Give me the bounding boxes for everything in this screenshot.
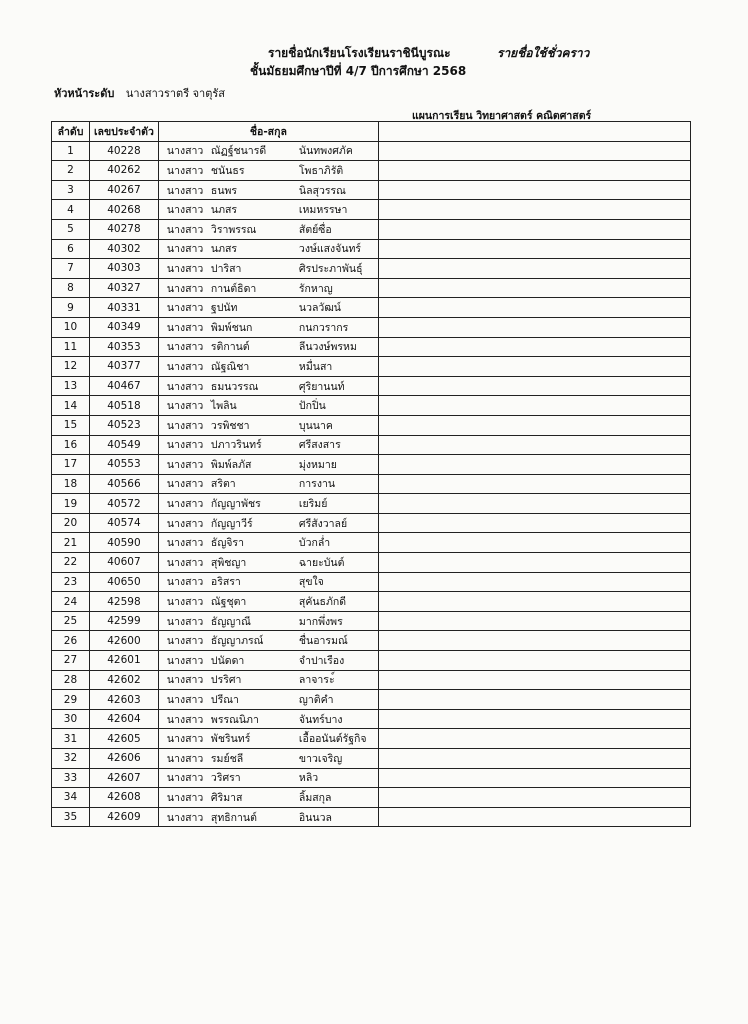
blank-cell [378,709,690,729]
name-prefix: นางสาว [166,517,204,530]
last-name: ศิรประภาพันธุ์ [298,262,363,275]
student-id: 42598 [89,592,158,612]
table-row [52,611,691,631]
last-name: หมื่นสา [298,360,333,373]
first-name: นภสร [210,204,238,217]
first-name: ปาริสา [210,262,242,275]
row-number: 31 [52,729,90,749]
last-name: ลีนวงษ์พรหม [298,341,357,354]
student-id: 40278 [89,219,158,239]
student-name [158,729,378,749]
name-prefix: นางสาว [166,654,204,667]
table-row [52,141,691,161]
blank-cell [378,357,690,377]
table-row [52,513,691,533]
blank-cell [378,474,690,494]
first-name: วรพิชชา [210,419,250,432]
table-row [52,631,691,651]
blank-cell [378,553,690,573]
table-row [52,749,691,769]
first-name: พรรณนิภา [210,713,259,726]
student-name [158,513,378,533]
last-name: ปักปิ่น [298,400,326,413]
name-prefix: นางสาว [166,184,204,197]
row-number: 7 [52,259,90,279]
blank-cell [378,788,690,808]
blank-cell [378,611,690,631]
last-name: โพธาภิรัติ [298,164,344,177]
table-row [52,788,691,808]
student-name [158,670,378,690]
row-number: 4 [52,200,90,220]
first-name: ฐปนัท [210,302,238,315]
student-name [158,415,378,435]
last-name: เอื้ออนันต์รัฐกิจ [298,733,367,746]
student-name [158,317,378,337]
table-row [52,533,691,553]
student-name [158,337,378,357]
last-name: สุคันธภักดี [298,596,347,609]
table-row [52,278,691,298]
name-prefix: นางสาว [166,400,204,413]
table-row [52,396,691,416]
table-row [52,709,691,729]
student-id: 42600 [89,631,158,651]
table-row [52,690,691,710]
blank-cell [378,749,690,769]
first-name: รมย์ชลี [210,752,244,765]
student-id: 40518 [89,396,158,416]
row-number: 8 [52,278,90,298]
first-name: ชนันธร [210,164,245,177]
table-row [52,592,691,612]
last-name: จันทร์บาง [298,713,343,726]
last-name: มุ่งหมาย [298,458,337,471]
last-name: นวลวัฒน์ [298,302,341,315]
last-name: อินนวล [298,811,332,824]
student-name [158,553,378,573]
last-name: กนกวรากร [298,321,349,334]
name-prefix: นางสาว [166,341,204,354]
blank-cell [378,376,690,396]
first-name: วริศรา [210,772,241,785]
student-id: 40349 [89,317,158,337]
student-id: 40607 [89,553,158,573]
student-name [158,455,378,475]
table-row [52,768,691,788]
name-prefix: นางสาว [166,204,204,217]
row-number: 1 [52,141,90,161]
table-row [52,474,691,494]
first-name: รติกานต์ [210,341,250,354]
student-id: 42603 [89,690,158,710]
row-number: 13 [52,376,90,396]
student-id: 40353 [89,337,158,357]
student-id: 42609 [89,807,158,827]
table-row [52,572,691,592]
table-row [52,200,691,220]
last-name: ญาติคำ [298,694,334,707]
blank-cell [378,670,690,690]
student-name [158,278,378,298]
table-row [52,455,691,475]
table-row [52,259,691,279]
blank-cell [378,455,690,475]
student-id: 40650 [89,572,158,592]
first-name: สุพิชญา [210,556,247,569]
name-prefix: นางสาว [166,243,204,256]
name-prefix: นางสาว [166,262,204,275]
student-id: 40331 [89,298,158,318]
first-name: ณัฐชุตา [210,596,247,609]
table-row [52,317,691,337]
student-id: 40553 [89,455,158,475]
first-name: ศิริมาส [210,791,243,804]
student-name [158,611,378,631]
student-name [158,161,378,181]
student-id: 42602 [89,670,158,690]
last-name: เยริมย์ [298,498,328,511]
first-name: กัญญาพัชร [210,498,261,511]
first-name: พิมพ์ชนก [210,321,253,334]
row-number: 29 [52,690,90,710]
student-id: 42601 [89,651,158,671]
row-number: 3 [52,180,90,200]
student-id: 42605 [89,729,158,749]
student-name [158,376,378,396]
row-number: 35 [52,807,90,827]
blank-cell [378,768,690,788]
first-name: ธัญญาณี [210,615,251,628]
name-prefix: นางสาว [166,615,204,628]
name-prefix: นางสาว [166,164,204,177]
first-name: พัชรินทร์ [210,733,251,746]
name-prefix: นางสาว [166,302,204,315]
name-prefix: นางสาว [166,223,204,236]
row-number: 9 [52,298,90,318]
head-teacher-name: นางสาวราตรี จาตุรัส [125,87,225,100]
student-name [158,631,378,651]
name-prefix: นางสาว [166,556,204,569]
first-name: ณัฏฐ์ชนารดี [210,145,267,158]
row-number: 26 [52,631,90,651]
row-number: 16 [52,435,90,455]
student-name [158,572,378,592]
row-number: 15 [52,415,90,435]
last-name: ลาจาระ์ [298,674,335,687]
student-id: 40467 [89,376,158,396]
last-name: การงาน [298,478,336,491]
table-row [52,651,691,671]
student-id: 40302 [89,239,158,259]
student-id: 40574 [89,513,158,533]
blank-cell [378,513,690,533]
student-name [158,749,378,769]
row-number: 34 [52,788,90,808]
student-id: 40262 [89,161,158,181]
last-name: นันทพงศภัค [298,145,353,158]
row-number: 11 [52,337,90,357]
last-name: ขาวเจริญ [298,752,343,765]
study-program: แผนการเรียน วิทยาศาสตร์ คณิตศาสตร์ [412,110,592,122]
first-name: วิราพรรณ [210,223,257,236]
student-name [158,788,378,808]
name-prefix: นางสาว [166,674,204,687]
first-name: กัญญาวีร์ [210,517,253,530]
document-title: รายชื่อนักเรียนโรงเรียนราชินีบูรณะ [268,46,451,60]
name-prefix: นางสาว [166,733,204,746]
student-name [158,474,378,494]
table-row [52,337,691,357]
table-row [52,553,691,573]
blank-cell [378,180,690,200]
name-prefix: นางสาว [166,282,204,295]
last-name: วงษ์แสงจันทร์ [298,243,362,256]
first-name: สุทธิกานต์ [210,811,257,824]
table-header-row [52,122,691,142]
name-prefix: นางสาว [166,380,204,393]
student-name [158,807,378,827]
student-name [158,709,378,729]
name-prefix: นางสาว [166,811,204,824]
name-prefix: นางสาว [166,752,204,765]
first-name: อริสรา [210,576,241,589]
last-name: รักหาญ [298,282,333,295]
table-row [52,180,691,200]
row-number: 5 [52,219,90,239]
last-name: บุนนาค [298,419,333,432]
head-teacher-line [54,84,225,102]
blank-cell [378,396,690,416]
row-number: 2 [52,161,90,181]
name-prefix: นางสาว [166,576,204,589]
row-number: 18 [52,474,90,494]
first-name: ปรีณา [210,694,239,707]
student-id: 42606 [89,749,158,769]
name-prefix: นางสาว [166,321,204,334]
last-name: เหมหรรษา [298,204,348,217]
name-prefix: นางสาว [166,713,204,726]
row-number: 12 [52,357,90,377]
row-number: 17 [52,455,90,475]
student-id: 42608 [89,788,158,808]
first-name: ไพลิน [210,400,237,413]
blank-cell [378,141,690,161]
table-row [52,357,691,377]
student-id: 40572 [89,494,158,514]
student-name [158,494,378,514]
name-prefix: นางสาว [166,694,204,707]
student-name [158,768,378,788]
student-name [158,396,378,416]
first-name: ณัฐณิชา [210,360,250,373]
row-number: 14 [52,396,90,416]
name-prefix: นางสาว [166,478,204,491]
student-name [158,180,378,200]
name-prefix: นางสาว [166,458,204,471]
name-prefix: นางสาว [166,635,204,648]
row-number: 6 [52,239,90,259]
class-year-subtitle: ชั้นมัธยมศึกษาปีที่ 4/7 ปีการศึกษา 2568 [250,64,467,78]
table-row [52,807,691,827]
last-name: ชื่นอารมณ์ [298,635,348,648]
first-name: ปนัดดา [210,654,245,667]
blank-cell [378,200,690,220]
student-name [158,651,378,671]
name-prefix: นางสาว [166,537,204,550]
name-prefix: นางสาว [166,439,204,452]
blank-cell [378,337,690,357]
column-header-name: ชื่อ-สกุล [158,122,378,142]
first-name: นภสร [210,243,238,256]
row-number: 27 [52,651,90,671]
table-row [52,161,691,181]
blank-cell [378,572,690,592]
first-name: กานต์ธิดา [210,282,257,295]
blank-cell [378,219,690,239]
first-name: ธมนวรรณ [210,380,259,393]
student-name [158,298,378,318]
student-name [158,533,378,553]
name-prefix: นางสาว [166,360,204,373]
row-number: 25 [52,611,90,631]
last-name: ศรีสงสาร [298,439,341,452]
row-number: 33 [52,768,90,788]
last-name: ศุริยานนท์ [298,380,345,393]
blank-cell [378,690,690,710]
temporary-list-note: รายชื่อใช้ชั่วคราว [497,46,590,60]
blank-cell [378,278,690,298]
student-id: 42599 [89,611,158,631]
first-name: ธนพร [210,184,238,197]
blank-cell [378,807,690,827]
student-id: 40267 [89,180,158,200]
student-name [158,592,378,612]
blank-cell [378,631,690,651]
student-id: 40228 [89,141,158,161]
row-number: 23 [52,572,90,592]
blank-cell [378,415,690,435]
row-number: 22 [52,553,90,573]
student-id: 40590 [89,533,158,553]
table-row [52,415,691,435]
student-id: 42607 [89,768,158,788]
row-number: 20 [52,513,90,533]
last-name: จำปาเรือง [298,654,345,667]
student-id: 40523 [89,415,158,435]
name-prefix: นางสาว [166,596,204,609]
first-name: สริตา [210,478,236,491]
last-name: มากพึ่งพร [298,615,343,628]
blank-cell [378,317,690,337]
column-header-id: เลขประจำตัว [89,122,158,142]
last-name: ลิ้มสกุล [298,791,332,804]
student-name [158,200,378,220]
last-name: สุขใจ [298,576,324,589]
first-name: ปภาวรินทร์ [210,439,262,452]
table-row [52,729,691,749]
last-name: ศรีสังวาลย์ [298,517,348,530]
column-header-no: ลำดับ [52,122,90,142]
student-id: 40566 [89,474,158,494]
blank-cell [378,239,690,259]
name-prefix: นางสาว [166,145,204,158]
first-name: ธัญจิรา [210,537,244,550]
last-name: หลิว [298,772,319,785]
row-number: 30 [52,709,90,729]
table-row [52,219,691,239]
blank-cell [378,259,690,279]
table-row [52,239,691,259]
student-id: 40549 [89,435,158,455]
row-number: 21 [52,533,90,553]
name-prefix: นางสาว [166,772,204,785]
student-id: 42604 [89,709,158,729]
last-name: บัวกล่ำ [298,537,331,550]
blank-cell [378,161,690,181]
table-row [52,494,691,514]
blank-cell [378,298,690,318]
row-number: 10 [52,317,90,337]
student-id: 40268 [89,200,158,220]
blank-cell [378,494,690,514]
table-row [52,670,691,690]
name-prefix: นางสาว [166,419,204,432]
student-name [158,219,378,239]
student-name [158,239,378,259]
row-number: 32 [52,749,90,769]
student-name [158,259,378,279]
blank-cell [378,592,690,612]
student-name [158,141,378,161]
student-name [158,690,378,710]
student-name [158,435,378,455]
row-number: 19 [52,494,90,514]
table-row [52,376,691,396]
student-id: 40377 [89,357,158,377]
first-name: พิมพ์ลภัส [210,458,252,471]
blank-cell [378,435,690,455]
row-number: 24 [52,592,90,612]
table-row [52,298,691,318]
student-id: 40327 [89,278,158,298]
last-name: นิลสุวรรณ [298,184,346,197]
last-name: สัตย์ซื่อ [298,223,332,236]
name-prefix: นางสาว [166,498,204,511]
column-header-blank [378,122,690,142]
blank-cell [378,651,690,671]
name-prefix: นางสาว [166,791,204,804]
first-name: ธัญญาภรณ์ [210,635,264,648]
head-teacher-label: หัวหน้าระดับ [54,87,115,100]
student-name [158,357,378,377]
row-number: 28 [52,670,90,690]
blank-cell [378,533,690,553]
table-row [52,435,691,455]
blank-cell [378,729,690,749]
first-name: ปรริศา [210,674,242,687]
student-id: 40303 [89,259,158,279]
student-table [51,121,691,827]
last-name: ฉายะบันต์ [298,556,345,569]
